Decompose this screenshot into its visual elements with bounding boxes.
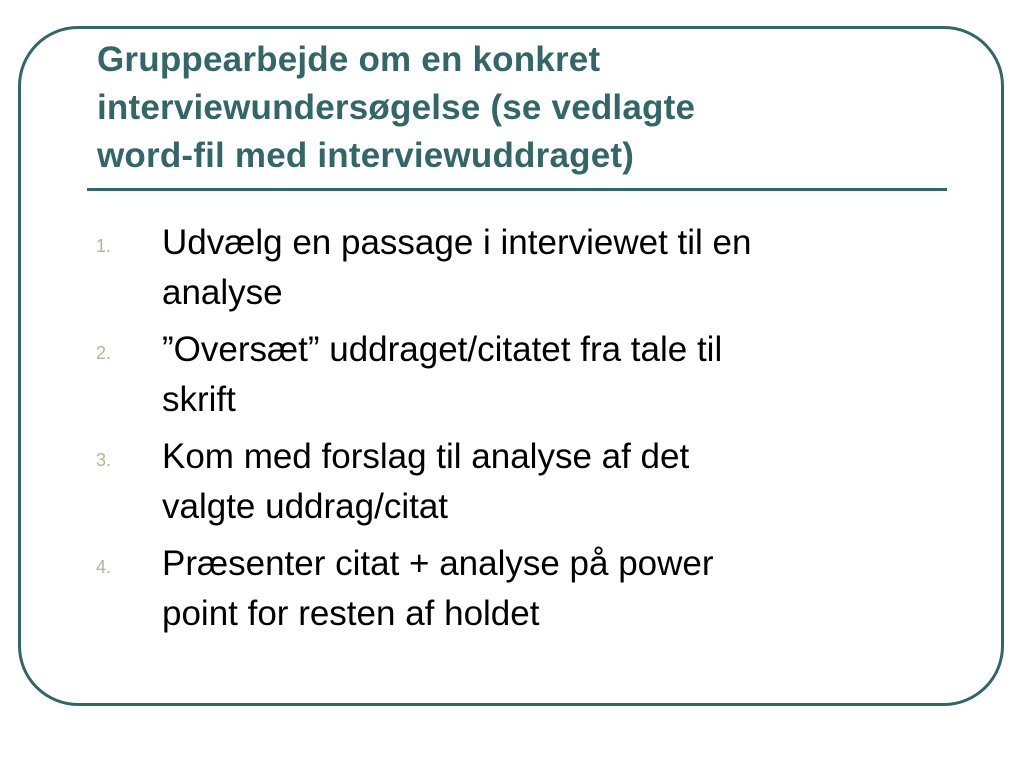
list-item: [96, 539, 896, 639]
list-item-line: point for resten af holdet: [162, 594, 540, 633]
list-item-text: [162, 432, 892, 532]
list-item-number: 3.: [96, 450, 112, 470]
list-item-line: Præsenter citat + analyse på power: [162, 544, 714, 583]
list-item-line: ”Oversæt” uddraget/citatet fra tale til: [162, 330, 723, 369]
list-item: [96, 325, 896, 425]
list-item-line: Udvælg en passage i interviewet til en: [162, 223, 752, 262]
list-item-line: Kom med forslag til analyse af det: [162, 437, 690, 476]
list-item-text: [162, 539, 892, 639]
list-item-line: analyse: [162, 273, 283, 312]
title-line: interviewundersøgelse (se vedlagte: [97, 88, 696, 127]
title-line: word-fil med interviewuddraget): [97, 136, 635, 175]
title-line: Gruppearbejde om en konkret: [97, 40, 601, 79]
list-item-number: 2.: [96, 343, 112, 363]
list-item-text: [162, 218, 892, 318]
list-item-number: 4.: [96, 557, 112, 577]
list-item: [96, 218, 896, 318]
list-item-number: 1.: [96, 236, 112, 256]
list-item-line: valgte uddrag/citat: [162, 487, 449, 526]
slide-title: [97, 36, 957, 180]
list-item-line: skrift: [162, 380, 236, 419]
list-item-text: [162, 325, 892, 425]
steps-list: [96, 218, 896, 646]
title-divider: [87, 188, 947, 191]
list-item: [96, 432, 896, 532]
